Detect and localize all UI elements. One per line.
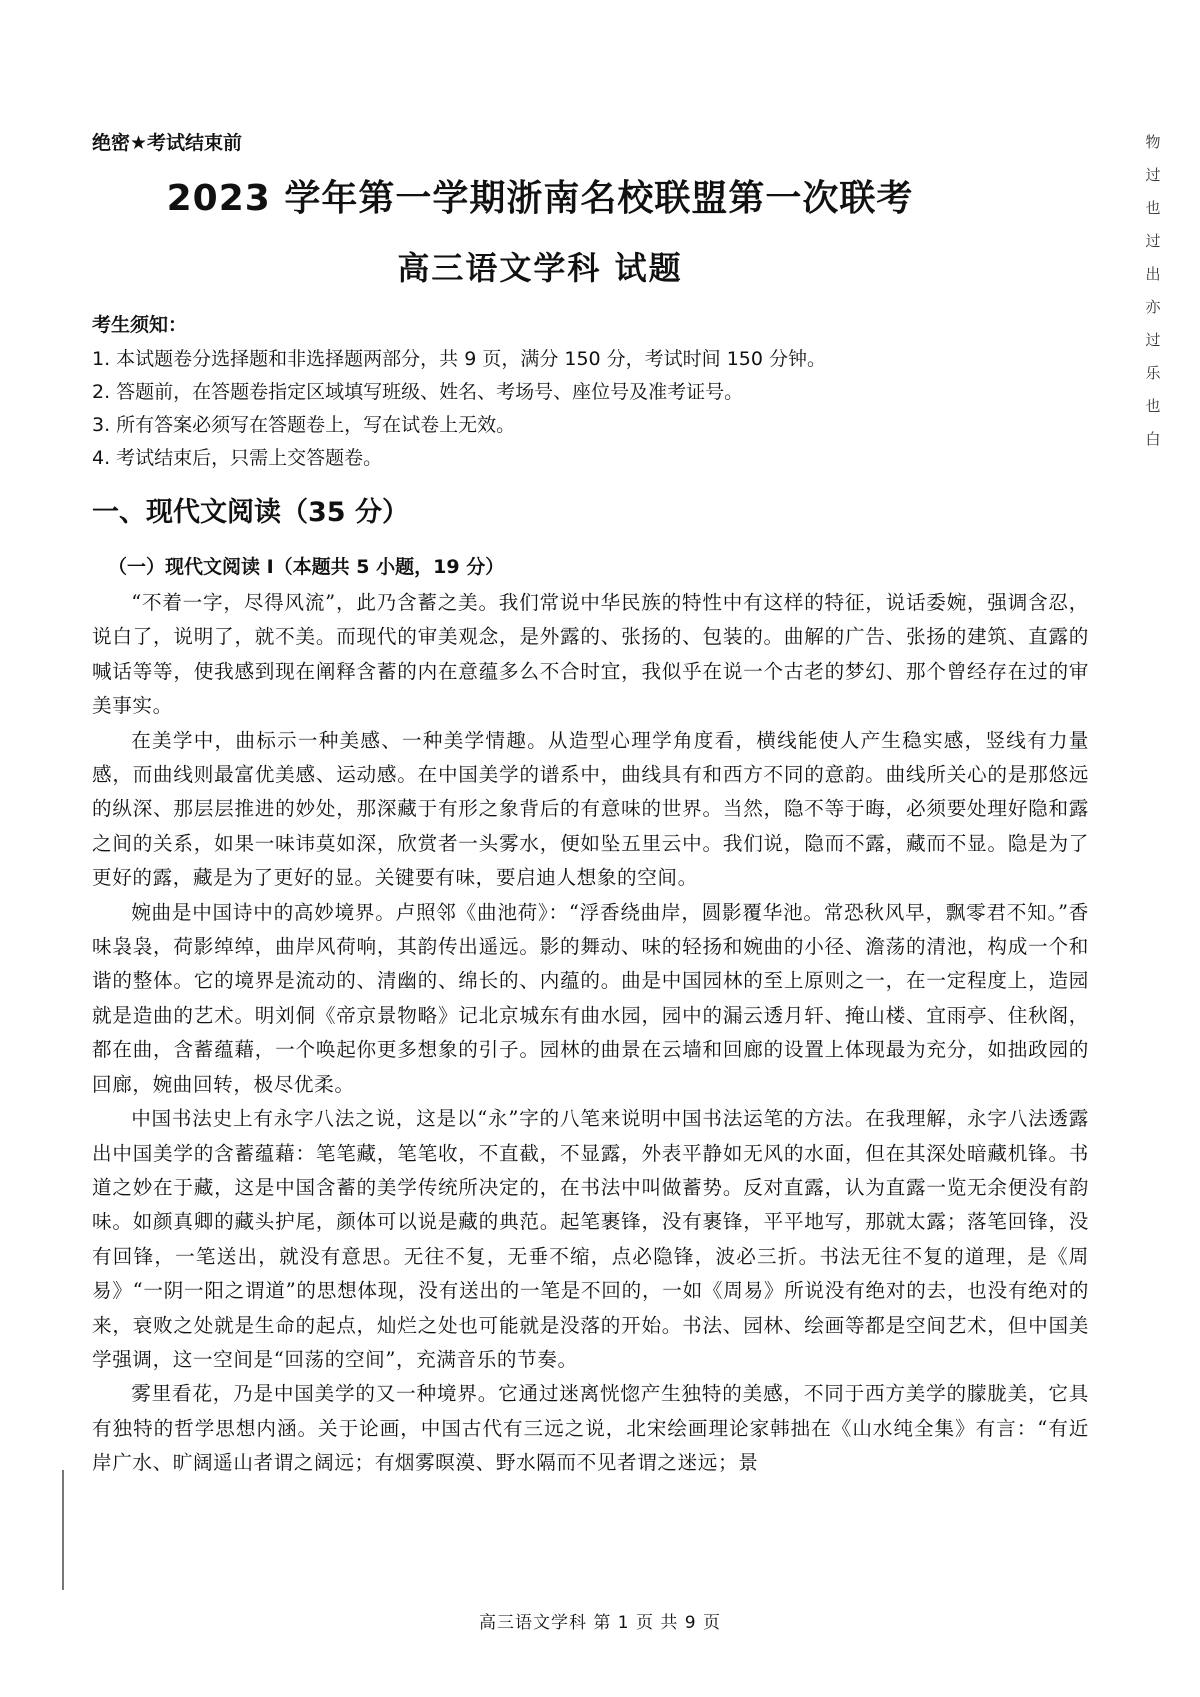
candidate-notice (92, 310, 1092, 475)
notice-item: 3. 所有答案必须写在答题卷上，写在试卷上无效。 (92, 414, 516, 436)
margin-char: 也 (1145, 397, 1161, 415)
notice-item: 4. 考试结束后，只需上交答题卷。 (92, 447, 383, 469)
notice-item: 2. 答题前，在答题卷指定区域填写班级、姓名、考场号、座位号及准考证号。 (92, 381, 744, 403)
section-heading: 一、现代文阅读（35 分） (92, 497, 409, 528)
margin-char: 白 (1145, 430, 1161, 448)
margin-handwriting (1138, 126, 1168, 456)
margin-char: 出 (1145, 265, 1161, 283)
margin-char: 亦 (1145, 298, 1161, 316)
notice-heading: 考生须知： (92, 314, 188, 336)
confidential-mark: 绝密★考试结束前 (92, 132, 243, 154)
subject-title: 高三语文学科 试题 (397, 249, 683, 287)
scan-edge-line (62, 1470, 64, 1590)
margin-char: 乐 (1145, 364, 1161, 382)
passage-paragraph: 雾里看花，乃是中国美学的又一种境界。它通过迷离恍惚产生独特的美感，不同于西方美学的朦胧美，它具有独特的哲学思想内涵。关于论画，中国古代有三远之说，北宋绘画理论家韩拙在《山水纯全集》有言：“有近岸广水、旷阔遥山者谓之阔远；有烟雾暝漠、野水隔而不见者谓之迷远；景 (92, 1382, 1089, 1475)
passage-paragraph: 中国书法史上有永字八法之说，这是以“永”字的八笔来说明中国书法运笔的方法。在我理解，永字八法透露出中国美学的含蓄蕴藉：笔笔藏，笔笔收，不直截，不显露，外表平静如无风的水面，但在其深处暗藏机锋。书道之妙在于藏，这是中国含蓄的美学传统所决定的，在书法中叫做蓄势。反对直露，认为直露一览无余便没有韵味。如颜真卿的藏头护尾，颜体可以说是藏的典范。起笔裹锋，没有裹锋，平平地写，那就太露；落笔回锋，没有回锋，一笔送出，就没有意思。无往不复，无垂不缩，点必隐锋，波必三折。书法无往不复的道理，是《周易》“一阴一阳之谓道”的思想体现，没有送出的一笔是不回的，一如《周易》所说没有绝对的去，也没有绝对的来，衰败之处就是生命的起点，灿烂之处也可能就是没落的开始。书法、园林、绘画等都是空间艺术，但中国美学强调，这一空间是“回荡的空间”，充满音乐的节奏。 (92, 1107, 1089, 1371)
reading-passage (92, 586, 1089, 1481)
margin-char: 也 (1145, 199, 1161, 217)
margin-char: 过 (1145, 232, 1161, 250)
passage-paragraph: 在美学中，曲标示一种美感、一种美学情趣。从造型心理学角度看，横线能使人产生稳实感，竖线有力量感，而曲线则最富优美感、运动感。在中国美学的谱系中，曲线具有和西方不同的意韵。曲线所关心的是那悠远的纵深、那层层推进的妙处，那深藏于有形之象背后的有意味的世界。当然，隐不等于晦，必须要处理好隐和露之间的关系，如果一味讳莫如深，欣赏者一头雾水，便如坠五里云中。我们说，隐而不露，藏而不显。隐是为了更好的露，藏是为了更好的显。关键要有味，要启迪人想象的空间。 (92, 728, 1089, 890)
margin-char: 物 (1145, 133, 1161, 151)
passage-paragraph: “不着一字，尽得风流”，此乃含蓄之美。我们常说中华民族的特性中有这样的特征，说话委婉，强调含忍，说白了，说明了，就不美。而现代的审美观念，是外露的、张扬的、包装的。曲解的广告、张扬的建筑、直露的喊话等等，使我感到现在阐释含蓄的内在意蕴多么不合时宜，我似乎在说一个古老的梦幻、那个曾经存在过的审美事实。 (92, 591, 1089, 718)
passage-paragraph: 婉曲是中国诗中的高妙境界。卢照邻《曲池荷》：“浮香绕曲岸，圆影覆华池。常恐秋风早，飘零君不知。”香味袅袅，荷影绰绰，曲岸风荷响，其韵传出遥远。影的舞动、味的轻扬和婉曲的小径、澹荡的清池，构成一个和谐的整体。它的境界是流动的、清幽的、绵长的、内蕴的。曲是中国园林的至上原则之一，在一定程度上，造园就是造曲的艺术。明刘侗《帝京景物略》记北京城东有曲水园，园中的漏云透月轩、掩山楼、宜雨亭、住秋阁，都在曲，含蓄蕴藉，一个唤起你更多想象的引子。园林的曲景在云墙和回廊的设置上体现最为充分，如拙政园的回廊，婉曲回转，极尽优柔。 (92, 900, 1089, 1096)
notice-item: 1. 本试题卷分选择题和非选择题两部分，共 9 页，满分 150 分，考试时间 150 分钟。 (92, 348, 827, 370)
margin-char: 过 (1145, 331, 1161, 349)
page-footer: 高三语文学科 第 1 页 共 9 页 (478, 1613, 722, 1633)
margin-char: 过 (1145, 166, 1161, 184)
subsection-heading: （一）现代文阅读 I（本题共 5 小题，19 分） (108, 556, 505, 578)
exam-title: 2023 学年第一学期浙南名校联盟第一次联考 (166, 178, 914, 219)
